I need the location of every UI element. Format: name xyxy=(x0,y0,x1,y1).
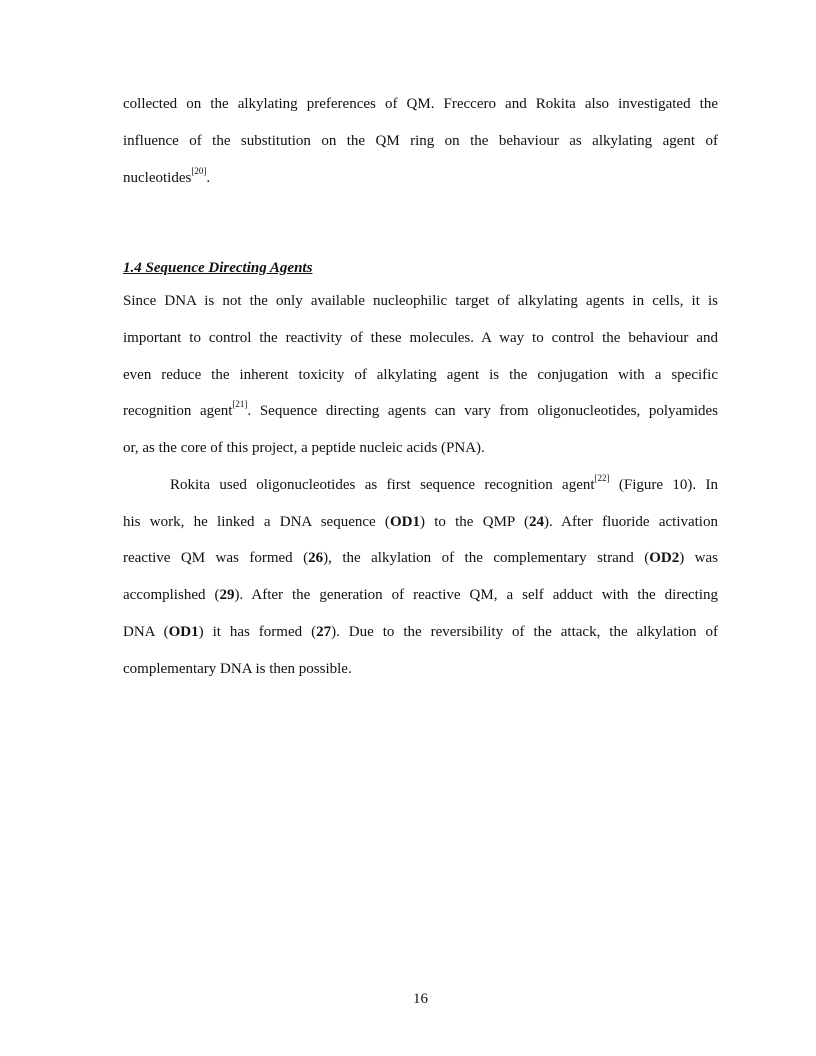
body-text: DNA ( xyxy=(123,624,169,640)
citation-ref: [20] xyxy=(191,166,207,176)
body-text: ) was xyxy=(679,550,718,566)
body-text-line: collected on the alkylating preferences of QM. Freccero and Rokita also investigated the xyxy=(123,96,718,112)
body-text: nucleotides xyxy=(123,170,192,186)
body-text: his work, he linked a DNA sequence ( xyxy=(123,514,390,530)
body-text-line xyxy=(123,168,718,188)
section-heading: 1.4 Sequence Directing Agents xyxy=(123,260,313,276)
body-text: ) it has formed ( xyxy=(198,624,317,640)
citation-ref: [22] xyxy=(594,473,610,483)
compound-label: 26 xyxy=(308,550,324,566)
body-text: ). Due to the reversibility of the attack, the alkylation of xyxy=(331,624,718,640)
body-text: ). After fluoride activation xyxy=(543,514,718,530)
compound-label: OD2 xyxy=(649,550,680,566)
body-text: . xyxy=(206,170,211,186)
body-text-line xyxy=(123,585,718,605)
body-text-line: important to control the reactivity of these molecules. A way to control the behaviour and xyxy=(123,330,718,346)
body-text-line xyxy=(123,401,718,421)
body-text-line xyxy=(123,512,718,532)
body-text: (Figure 10). In xyxy=(609,477,719,493)
compound-label: OD1 xyxy=(168,624,199,640)
body-text: ), the alkylation of the complementary strand ( xyxy=(323,550,650,566)
body-text: ). After the generation of reactive QM, a self adduct with the directing xyxy=(234,587,718,603)
compound-label: 27 xyxy=(316,624,332,640)
body-text-line xyxy=(123,622,718,642)
body-text: recognition agent xyxy=(123,403,233,419)
compound-label: OD1 xyxy=(389,514,420,530)
body-text: . Sequence directing agents can vary from oligonucleotides, polyamides xyxy=(247,403,719,419)
citation-ref: [21] xyxy=(232,399,248,409)
body-text-line: even reduce the inherent toxicity of alkylating agent is the conjugation with a specific xyxy=(123,367,718,383)
body-text: reactive QM was formed ( xyxy=(123,550,309,566)
body-text-line: or, as the core of this project, a peptide nucleic acids (PNA). xyxy=(123,440,485,456)
body-text-line: complementary DNA is then possible. xyxy=(123,661,352,677)
body-text-line: influence of the substitution on the QM ring on the behaviour as alkylating agent of xyxy=(123,133,718,149)
body-text: ) to the QMP ( xyxy=(419,514,529,530)
page-number: 16 xyxy=(413,991,428,1007)
body-text-line xyxy=(170,475,718,495)
compound-label: 29 xyxy=(219,587,235,603)
body-text: Rokita used oligonucleotides as first sequence recognition agent xyxy=(170,477,595,493)
body-text: accomplished ( xyxy=(123,587,220,603)
body-text-line xyxy=(123,548,718,568)
compound-label: 24 xyxy=(528,514,544,530)
body-text-line: Since DNA is not the only available nucleophilic target of alkylating agents in cells, it is xyxy=(123,293,718,309)
